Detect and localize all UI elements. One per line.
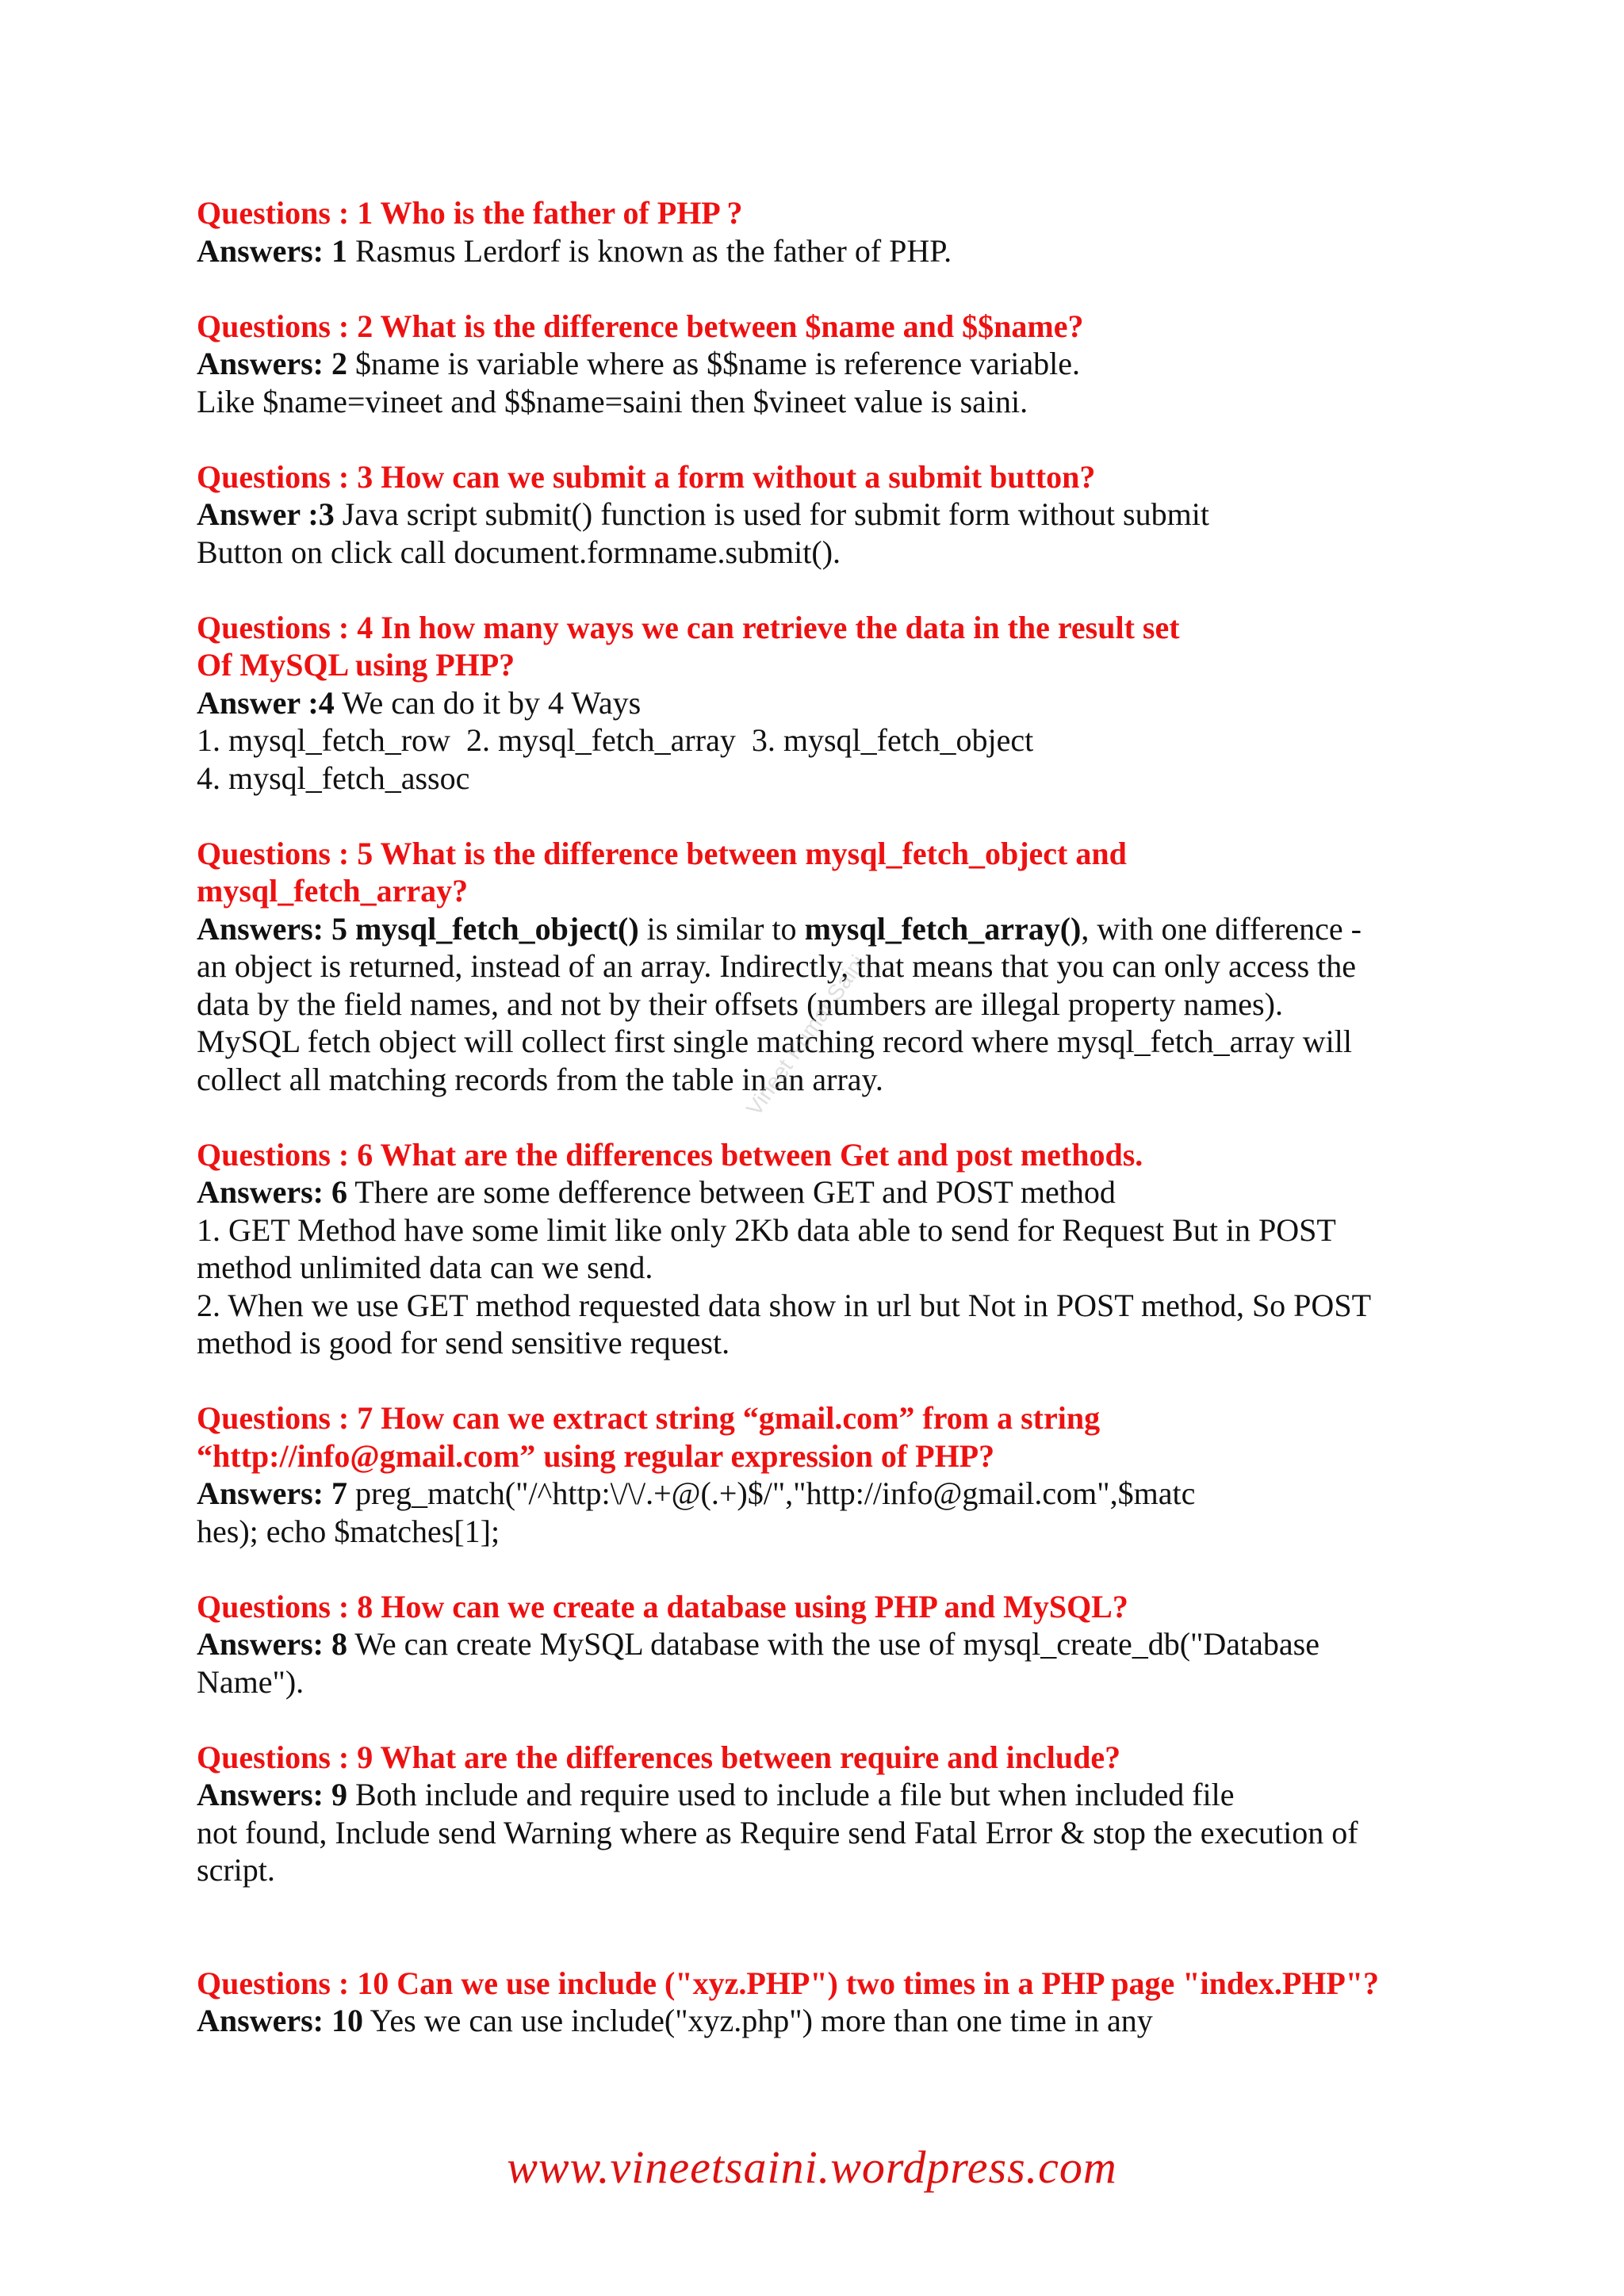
qa-item-2 bbox=[197, 308, 1434, 421]
answer-8-text: We can create MySQL database with the use of mysql_create_db("Database Name"). bbox=[197, 1626, 1320, 1700]
question-2: Questions : 2 What is the difference between $name and $$name? bbox=[197, 308, 1084, 344]
answer-5-bold-term-1: mysql_fetch_object() bbox=[354, 910, 639, 947]
answer-3 bbox=[197, 496, 1434, 571]
answer-5-bold-term-2: mysql_fetch_array() bbox=[804, 910, 1082, 947]
answer-1-label: Answers: 1 bbox=[197, 232, 347, 269]
answer-2-text: $name is variable where as $$name is reference variable. Like $name=vineet and $$name=saini then $vineet value is saini. bbox=[197, 346, 1080, 419]
qa-item-3 bbox=[197, 458, 1434, 572]
qa-item-10 bbox=[197, 1965, 1434, 2040]
answer-3-label: Answer :3 bbox=[197, 496, 335, 532]
answer-9-label: Answers: 9 bbox=[197, 1777, 347, 1812]
document-page bbox=[197, 194, 1434, 2040]
qa-item-6 bbox=[197, 1136, 1434, 1362]
answer-8 bbox=[197, 1625, 1434, 1701]
answer-7-label: Answers: 7 bbox=[197, 1475, 347, 1511]
qa-item-4 bbox=[197, 609, 1434, 798]
answer-8-label: Answers: 8 bbox=[197, 1626, 347, 1662]
answer-4-text: We can do it by 4 Ways 1. mysql_fetch_row 2. mysql_fetch_array 3. mysql_fetch_object 4. mysql_fetch_assoc bbox=[197, 684, 1034, 796]
question-4: Questions : 4 In how many ways we can retrieve the data in the result set Of MySQL using PHP? bbox=[197, 609, 1180, 683]
qa-item-5 bbox=[197, 835, 1434, 1099]
answer-4 bbox=[197, 684, 1434, 798]
qa-item-7 bbox=[197, 1399, 1434, 1550]
answer-4-label: Answer :4 bbox=[197, 684, 335, 721]
answer-3-text: Java script submit() function is used for submit form without submit Button on click call document.formname.submit(). bbox=[197, 496, 1209, 570]
answer-9-text: Both include and require used to include a file but when included file not found, Include send Warning where as Require send Fatal Error & stop the execution of script. bbox=[197, 1777, 1358, 1888]
answer-5-text: , with one difference - an object is returned, instead of an array. Indirectly, that means that you can only access the data by the field names, and not by their offsets (numbers are illegal property names). MySQL fetch object will collect first single matching record where mysql_fetch_array will collect all matching records from the table in an array. bbox=[197, 910, 1362, 1097]
question-1: Questions : 1 Who is the father of PHP ? bbox=[197, 195, 743, 231]
qa-item-1 bbox=[197, 194, 1434, 270]
footer-website-link[interactable]: www.vineetsaini.wordpress.com bbox=[507, 2141, 1117, 2193]
answer-9 bbox=[197, 1776, 1434, 1889]
answer-6-text: There are some defference between GET and POST method 1. GET Method have some limit like only 2Kb data able to send for Request But in POST method unlimited data can we send. 2. When we use GET method requested data show in url but Not in POST method, So POST method is good for send sensitive request. bbox=[197, 1174, 1371, 1360]
question-7: Questions : 7 How can we extract string “gmail.com” from a string “http://info@gmail.com” using regular expression of PHP? bbox=[197, 1400, 1101, 1474]
question-10: Questions : 10 Can we use include ("xyz.PHP") two times in a PHP page "index.PHP"? bbox=[197, 1965, 1380, 2001]
qa-item-9 bbox=[197, 1739, 1434, 1889]
watermark: Vineet Kumar Saini bbox=[741, 951, 871, 1120]
question-5: Questions : 5 What is the difference between mysql_fetch_object and mysql_fetch_array? bbox=[197, 835, 1127, 909]
question-3: Questions : 3 How can we submit a form without a submit button? bbox=[197, 458, 1096, 495]
answer-7 bbox=[197, 1475, 1434, 1550]
answer-2 bbox=[197, 345, 1434, 420]
answer-6-label: Answers: 6 bbox=[197, 1174, 347, 1210]
question-9: Questions : 9 What are the differences between require and include? bbox=[197, 1739, 1121, 1775]
answer-2-label: Answers: 2 bbox=[197, 346, 347, 381]
qa-item-8 bbox=[197, 1588, 1434, 1701]
question-6: Questions : 6 What are the differences between Get and post methods. bbox=[197, 1136, 1143, 1173]
answer-10-text: Yes we can use include("xyz.php") more than one time in any bbox=[362, 2003, 1153, 2038]
answer-6 bbox=[197, 1173, 1434, 1362]
question-8: Questions : 8 How can we create a database using PHP and MySQL? bbox=[197, 1588, 1128, 1624]
answer-10 bbox=[197, 2002, 1434, 2040]
answer-7-text: preg_match("/^http:\/\/.+@(.+)$/","http://info@gmail.com",$matc hes); echo $matches[1]; bbox=[197, 1475, 1196, 1549]
answer-10-label: Answers: 10 bbox=[197, 2003, 363, 2038]
answer-1 bbox=[197, 232, 1434, 270]
answer-5-label: Answers: 5 bbox=[197, 910, 347, 947]
answer-5-mid: is similar to bbox=[638, 910, 805, 947]
answer-1-text: Rasmus Lerdorf is known as the father of PHP. bbox=[347, 232, 952, 269]
